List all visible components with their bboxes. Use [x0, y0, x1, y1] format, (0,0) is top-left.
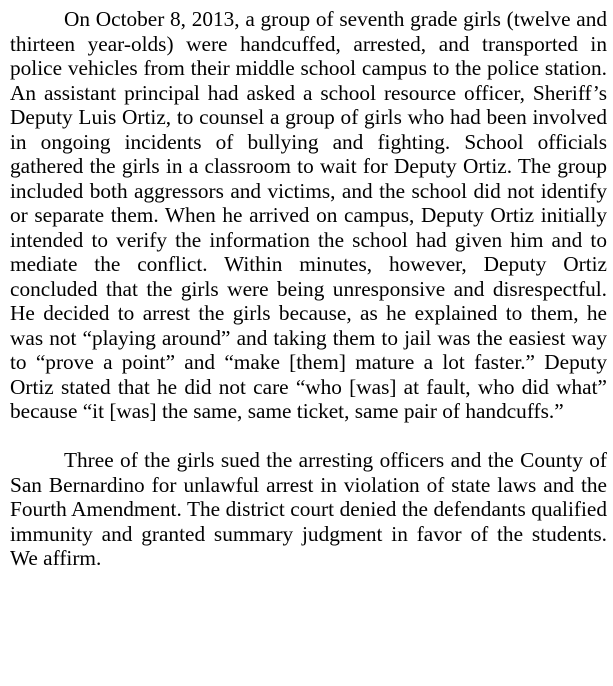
opinion-paragraph-2: Three of the girls sued the arresting officers and the County of San Bernardino for unlawful arrest in violation of state laws and the Fourth Amendment. The district court denied the defendants qualified immunity and granted summary judgment in favor of the students. We affirm. [10, 448, 607, 570]
opinion-paragraph-1: On October 8, 2013, a group of seventh grade girls (twelve and thirteen year-olds) were handcuffed, arrested, and transported in police vehicles from their middle school campus to the police station. An assistant principal had asked a school resource officer, Sheriff’s Deputy Luis Ortiz, to counsel a group of girls who had been involved in ongoing incidents of bullying and fighting. School officials gathered the girls in a classroom to wait for Deputy Ortiz. The group included both aggressors and victims, and the school did not identify or separate them. When he arrived on campus, Deputy Ortiz initially intended to verify the information the school had given him and to mediate the conflict. Within minutes, however, Deputy Ortiz concluded that the girls were being unresponsive and disrespectful. He decided to arrest the girls because, as he explained to them, he was not “playing around” and taking them to jail was the easiest way to “prove a point” and “make [them] mature a lot faster.” Deputy Ortiz stated that he did not care “who [was] at fault, who did what” because “it [was] the same, same ticket, same pair of handcuffs.” [10, 7, 607, 423]
